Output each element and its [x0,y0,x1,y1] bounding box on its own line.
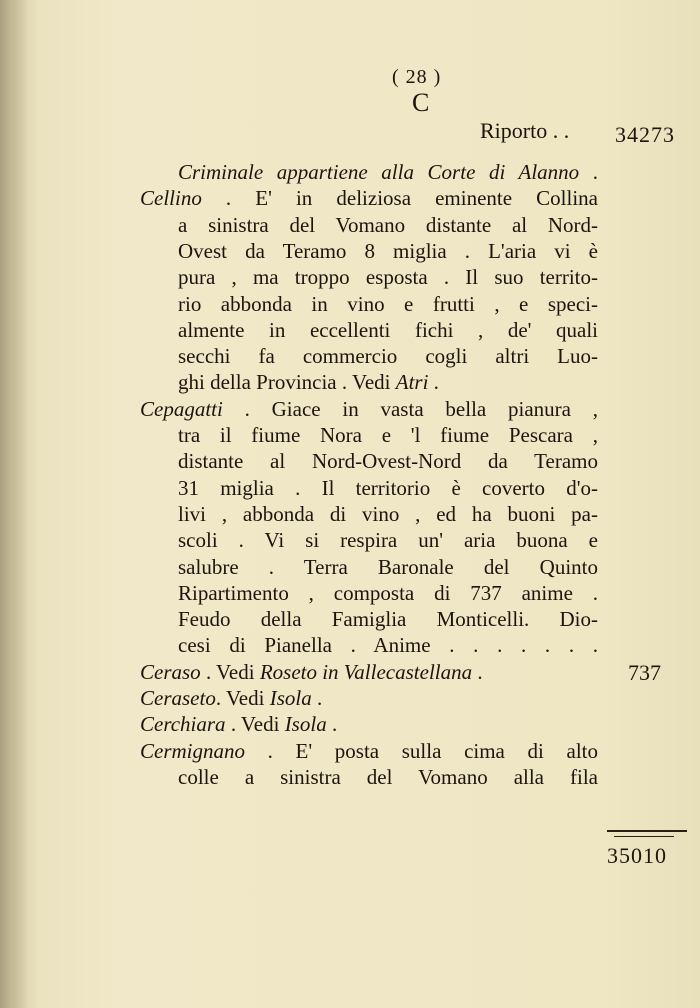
text-span: pura , ma troppo esposta . Il suo territo- [178,265,598,290]
text-span: . Giace in vasta bella pianura , [222,396,598,421]
text-line [140,660,598,684]
italic-text: Roseto in Vallecastellana [259,659,473,684]
text-span: . E' in deliziosa eminente Collina [201,186,598,211]
text-line [178,765,598,789]
sum-rule [607,830,687,832]
text-line [178,502,598,526]
text-span: almente in eccellenti fichi , de' quali [178,317,598,342]
text-line [178,265,598,289]
italic-text: Isola [284,712,327,737]
text-span: . [472,659,483,684]
text-span: livi , abbonda di vino , ed ha buoni pa- [178,501,598,526]
entry-value-cepagatti: 737 [628,660,661,685]
text-span: colle a sinistra del Vomano alla fila [178,764,598,789]
text-span: . [428,370,439,395]
text-line [140,739,598,763]
italic-text: Cepagatti [140,396,223,421]
text-span: 31 miglia . Il territorio è coverto d'o- [178,475,598,500]
text-span: scoli . Vi si respira un' aria buona e [178,528,598,553]
text-line [140,712,598,736]
sum-rule-thin [614,836,674,837]
italic-text: Ceraseto [140,686,216,710]
text-span: . [311,686,323,710]
italic-text: Isola [269,686,312,710]
text-line [178,633,598,657]
text-line [178,607,598,631]
text-span: Ovest da Teramo 8 miglia . L'aria vi è [178,238,598,263]
text-line [178,292,598,316]
total-value: 35010 [607,843,667,868]
text-line [178,528,598,552]
section-letter: C [412,88,430,117]
text-span: . [579,160,598,184]
italic-text: Ceraso [140,659,201,684]
carry-forward-label: Riporto . . [480,118,570,143]
text-span: Ripartimento , composta di 737 anime . [178,580,598,605]
text-line [178,318,598,342]
text-line [178,344,598,368]
italic-text: Cerchiara [140,712,226,737]
text-span: . Vedi [215,686,270,710]
text-span: . Vedi [225,712,285,737]
page-number: ( 28 ) [392,66,442,88]
text-span: a sinistra del Vomano distante al Nord- [178,212,598,237]
text-line [140,397,598,421]
text-span: . E' posta sulla cima di alto [245,738,598,763]
text-span: distante al Nord-Ovest-Nord da Teramo [178,449,598,474]
page-gutter [0,0,28,1008]
italic-text: Atri [395,370,429,395]
italic-text: Cermignano [140,738,245,763]
text-line [140,686,598,710]
text-span: ghi della Provincia . Vedi [178,370,396,395]
text-line [178,213,598,237]
text-span: secchi fa commercio cogli altri Luo- [178,344,598,369]
text-span: . Vedi [200,659,260,684]
text-line [178,239,598,263]
text-span: . [326,712,338,737]
italic-text: Criminale appartiene alla Corte di Alanno [178,160,580,184]
carry-forward-value: 34273 [615,122,675,147]
text-line [178,423,598,447]
text-line [178,370,598,394]
text-line [178,449,598,473]
text-line [140,186,598,210]
text-line [178,581,598,605]
text-span: salubre . Terra Baronale del Quinto [178,554,598,579]
italic-text: Cellino [140,186,202,211]
text-span: rio abbonda in vino e frutti , e speci- [178,291,598,316]
text-line [178,160,598,184]
text-line [178,476,598,500]
text-span: tra il fiume Nora e 'l fiume Pescara , [178,423,598,447]
text-span: cesi di Pianella . Anime . . . . . . . [178,633,598,658]
text-span: Feudo della Famiglia Monticelli. Dio- [178,607,598,632]
text-line [178,555,598,579]
